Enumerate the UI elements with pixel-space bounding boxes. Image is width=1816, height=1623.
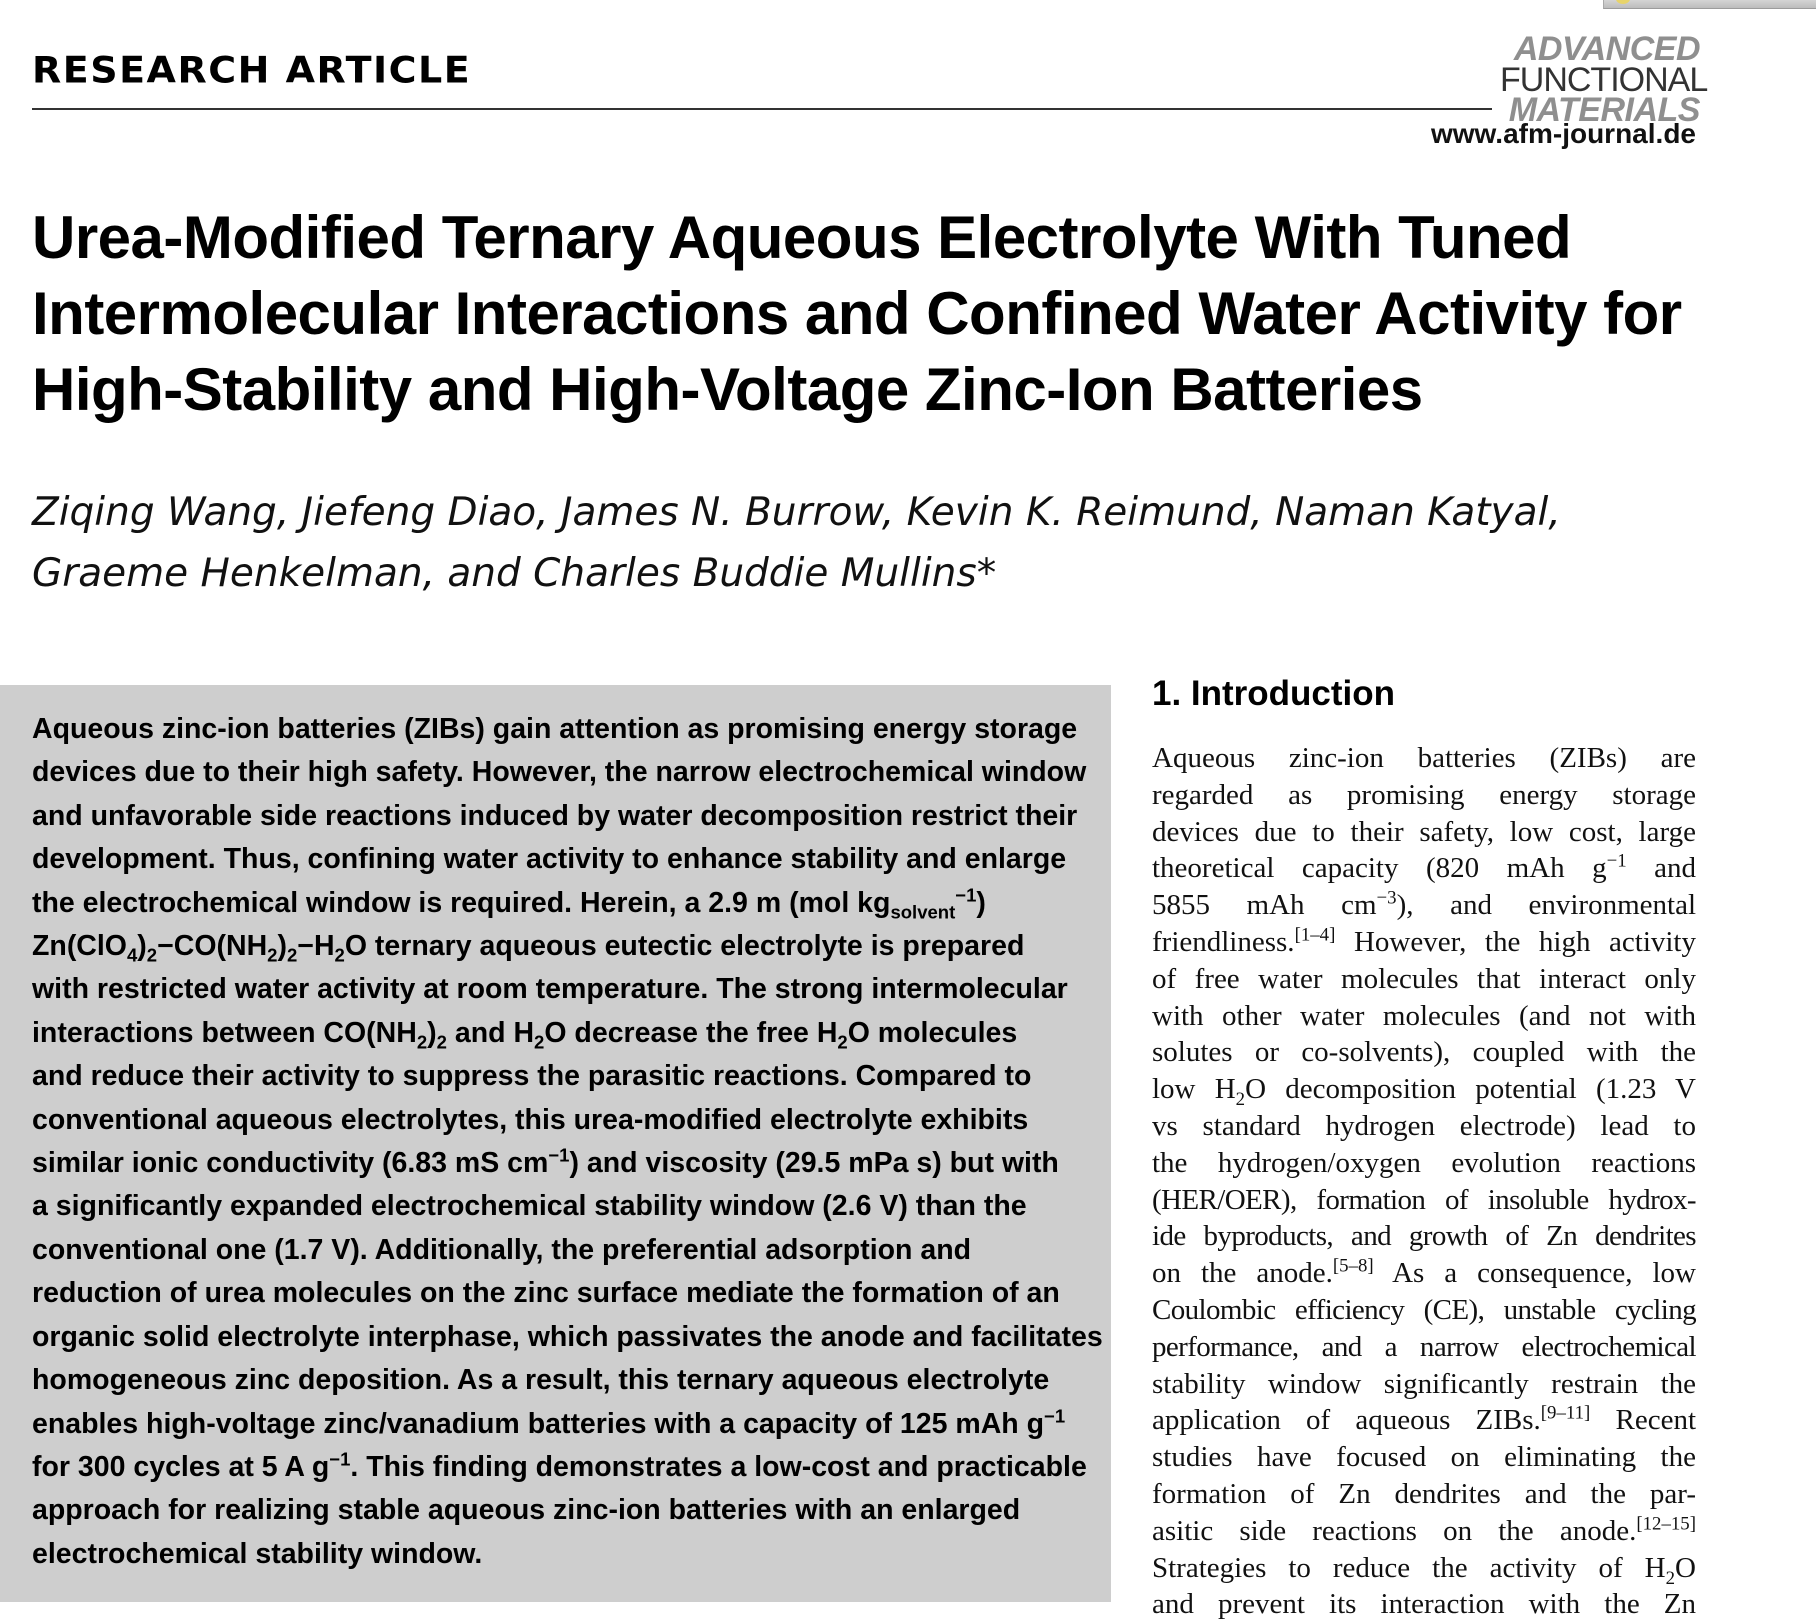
abstract-line: with restricted water activity at room temperature. The strong intermolecular <box>32 973 1068 1006</box>
body-line: low $H_2O$ decomposition potential (1.23 V <box>1152 1073 1696 1110</box>
section-label: RESEARCH ARTICLE <box>32 49 472 91</box>
abstract-line: and unfavorable side reactions induced by water decomposition restrict their <box>32 799 1078 832</box>
body-line: asitic side reactions on the anode.[12–15] <box>1152 1513 1696 1547</box>
abstract-line: conventional aqueous electrolytes, this urea-modified electrolyte exhibits <box>32 1103 1029 1136</box>
abstract-line: approach for realizing stable aqueous zinc-ion batteries with an enlarged <box>32 1494 1021 1527</box>
title-line: High-Stability and High-Voltage Zinc-Ion Batteries <box>32 356 1423 423</box>
body-line: with other water molecules (and not with <box>1152 999 1696 1032</box>
body-line: ide byproducts, and growth of Zn dendrites <box>1152 1220 1696 1253</box>
citation-link[interactable]: [5–8] <box>1332 1255 1374 1277</box>
author-list <box>32 482 1632 604</box>
body-line: application of aqueous ZIBs.[9–11] Recent <box>1152 1402 1697 1437</box>
article-title <box>32 200 1752 428</box>
logo-line-advanced: ADVANCED <box>1513 30 1700 68</box>
abstract-line: enables high-voltage zinc/vanadium batteries with a capacity of 125 mAh $g^{-1}$ <box>32 1405 1066 1440</box>
title-line: Intermolecular Interactions and Confined Water Activity for <box>32 280 1682 347</box>
body-line: performance, and a narrow electrochemical <box>1152 1330 1696 1363</box>
abstract-line: for 300 cycles at 5 A $g^{-1}$. This finding demonstrates a low-cost and practicable <box>32 1448 1087 1483</box>
citation-link[interactable]: [1–4] <box>1294 924 1336 946</box>
abstract-line: similar ionic conductivity (6.83 mS $cm^{-1}$) and viscosity (29.5 mPa s) but with <box>32 1144 1059 1180</box>
body-line: (HER/OER), formation of insoluble hydrox- <box>1152 1183 1696 1216</box>
title-line: Urea-Modified Ternary Aqueous Electrolyte With Tuned <box>32 204 1572 271</box>
body-line: Coulombic efficiency (CE), unstable cycling <box>1152 1293 1696 1326</box>
body-line: Aqueous zinc-ion batteries (ZIBs) are <box>1152 742 1696 774</box>
body-line: theoretical capacity (820 mAh $g^{-1}$ and <box>1152 850 1696 885</box>
citation-link[interactable]: [9–11] <box>1540 1402 1591 1424</box>
abstract-line: organic solid electrolyte interphase, which passivates the anode and facilitates <box>32 1320 1103 1353</box>
status-dot-icon <box>1616 0 1630 4</box>
section-heading-introduction: 1. Introduction <box>1152 674 1396 713</box>
body-line: devices due to their safety, low cost, large <box>1152 815 1696 848</box>
body-line: and prevent its interaction with the Zn <box>1152 1588 1696 1621</box>
body-line: studies have focused on eliminating the <box>1152 1441 1696 1474</box>
journal-url-link[interactable]: www.afm-journal.de <box>1431 118 1696 149</box>
abstract-line: a significantly expanded electrochemical stability window (2.6 V) than the <box>32 1190 1027 1223</box>
abstract-line: conventional one (1.7 V). Additionally, the preferential adsorption and <box>32 1233 972 1266</box>
abstract-line: Aqueous zinc-ion batteries (ZIBs) gain attention as promising energy storage <box>32 713 1078 745</box>
abstract-line: $Zn(ClO_4)_2-CO(NH_2)_2-H_2O$ ternary aqueous eutectic electrolyte is prepared <box>32 930 1025 966</box>
introduction-body <box>1152 740 1696 1623</box>
body-line: solutes or co-solvents), coupled with the <box>1152 1036 1696 1069</box>
abstract-line: reduction of urea molecules on the zinc surface mediate the formation of an <box>32 1277 1060 1310</box>
body-line: formation of Zn dendrites and the par- <box>1152 1477 1696 1510</box>
abstract-line: and reduce their activity to suppress the parasitic reactions. Compared to <box>32 1060 1032 1093</box>
body-line: the hydrogen/oxygen evolution reactions <box>1152 1146 1696 1179</box>
abstract-line: interactions between $CO(NH_2)_2$ and $H_2O$ decrease the free $H_2O$ molecules <box>32 1016 1018 1053</box>
journal-logo <box>1500 30 1708 130</box>
authors-line: Ziqing Wang, Jiefeng Diao, James N. Burrow, Kevin K. Reimund, Naman Katyal, <box>32 490 1561 535</box>
abstract-line: homogeneous zinc deposition. As a result, this ternary aqueous electrolyte <box>32 1364 1050 1397</box>
body-line: 5855 mAh $cm^{-3}$), and environmental <box>1152 887 1696 922</box>
logo-line-materials: MATERIALS <box>1508 91 1700 130</box>
citation-link[interactable]: [12–15] <box>1636 1513 1696 1535</box>
body-line: vs standard hydrogen electrode) lead to <box>1152 1109 1696 1142</box>
body-line: on the anode.[5–8] As a consequence, low <box>1152 1255 1696 1290</box>
window-corner-bar <box>1603 0 1816 9</box>
body-line: Strategies to reduce the activity of $H_2O$ <box>1152 1551 1696 1589</box>
abstract-line: electrochemical stability window. <box>32 1537 483 1570</box>
body-line: stability window significantly restrain the <box>1152 1367 1696 1400</box>
body-line: regarded as promising energy storage <box>1152 778 1696 811</box>
abstract-line: devices due to their high safety. However, the narrow electrochemical window <box>32 756 1087 789</box>
body-line: friendliness.[1–4] However, the high activity <box>1152 924 1696 958</box>
header-divider <box>32 108 1492 110</box>
logo-line-functional: FUNCTIONAL <box>1500 60 1708 99</box>
abstract-line: the electrochemical window is required. Herein, a 2.9 m (mol $kg_{solvent}^{-1}$) <box>32 884 986 923</box>
abstract-text <box>32 708 1103 1576</box>
body-line: of free water molecules that interact only <box>1152 962 1696 995</box>
authors-line: Graeme Henkelman, and Charles Buddie Mullins* <box>32 551 997 596</box>
abstract-line: development. Thus, confining water activity to enhance stability and enlarge <box>32 843 1067 876</box>
